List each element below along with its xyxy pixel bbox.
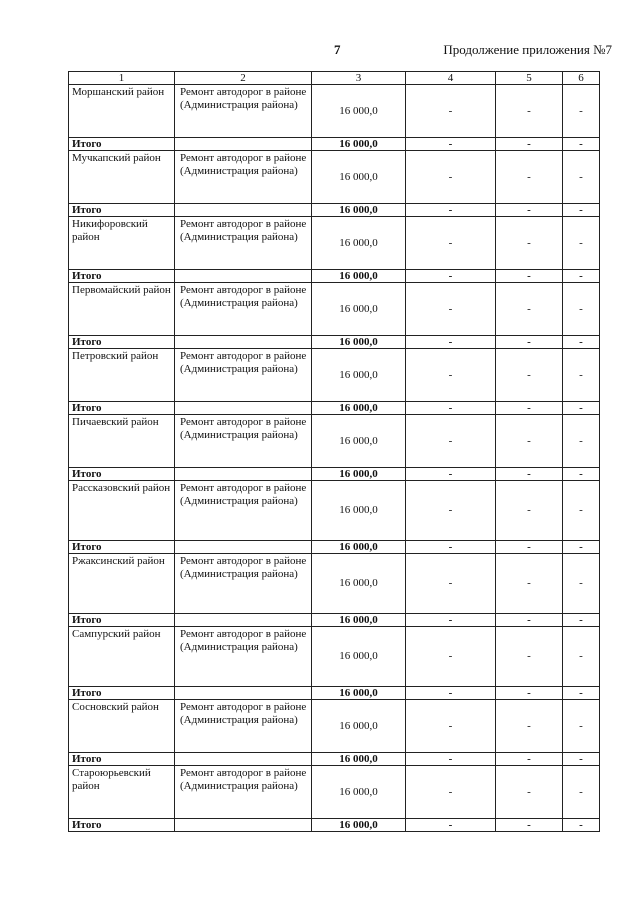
table-row xyxy=(69,85,600,138)
district-cell: Мучкапский район xyxy=(69,151,175,204)
total-empty-cell xyxy=(175,204,312,217)
total-row xyxy=(69,336,600,349)
total-amount: 16 000,0 xyxy=(312,614,406,627)
total-row xyxy=(69,270,600,283)
col5-cell: - xyxy=(496,766,563,819)
column-header: 5 xyxy=(496,72,563,85)
col5-cell: - xyxy=(496,415,563,468)
total-col6: - xyxy=(563,614,600,627)
total-amount: 16 000,0 xyxy=(312,204,406,217)
total-row xyxy=(69,468,600,481)
work-description-cell: Ремонт автодорог в районе (Администрация района) xyxy=(175,481,312,541)
total-label: Итого xyxy=(69,138,175,151)
total-empty-cell xyxy=(175,687,312,700)
col6-cell: - xyxy=(563,415,600,468)
col5-cell: - xyxy=(496,85,563,138)
table-row xyxy=(69,349,600,402)
total-col4: - xyxy=(406,541,496,554)
total-col5: - xyxy=(496,819,563,832)
total-col6: - xyxy=(563,541,600,554)
amount-cell: 16 000,0 xyxy=(312,700,406,753)
total-col6: - xyxy=(563,468,600,481)
col6-cell: - xyxy=(563,700,600,753)
column-header: 2 xyxy=(175,72,312,85)
total-amount: 16 000,0 xyxy=(312,138,406,151)
total-col6: - xyxy=(563,138,600,151)
amount-cell: 16 000,0 xyxy=(312,554,406,614)
total-empty-cell xyxy=(175,336,312,349)
col5-cell: - xyxy=(496,349,563,402)
page-number: 7 xyxy=(334,42,341,57)
col5-cell: - xyxy=(496,700,563,753)
total-col5: - xyxy=(496,402,563,415)
total-amount: 16 000,0 xyxy=(312,336,406,349)
total-col4: - xyxy=(406,138,496,151)
col6-cell: - xyxy=(563,554,600,614)
total-empty-cell xyxy=(175,468,312,481)
total-amount: 16 000,0 xyxy=(312,541,406,554)
col4-cell: - xyxy=(406,283,496,336)
total-col4: - xyxy=(406,614,496,627)
appendix-table xyxy=(68,71,600,832)
table-body xyxy=(69,72,600,832)
total-label: Итого xyxy=(69,204,175,217)
total-row xyxy=(69,204,600,217)
total-label: Итого xyxy=(69,687,175,700)
amount-cell: 16 000,0 xyxy=(312,283,406,336)
district-cell: Пичаевский район xyxy=(69,415,175,468)
column-header: 4 xyxy=(406,72,496,85)
total-col4: - xyxy=(406,336,496,349)
district-cell: Сосновский район xyxy=(69,700,175,753)
total-label: Итого xyxy=(69,614,175,627)
total-row xyxy=(69,614,600,627)
total-col6: - xyxy=(563,819,600,832)
total-col4: - xyxy=(406,687,496,700)
total-row xyxy=(69,541,600,554)
work-description-cell: Ремонт автодорог в районе (Администрация района) xyxy=(175,217,312,270)
total-col6: - xyxy=(563,402,600,415)
amount-cell: 16 000,0 xyxy=(312,627,406,687)
col4-cell: - xyxy=(406,349,496,402)
col4-cell: - xyxy=(406,415,496,468)
amount-cell: 16 000,0 xyxy=(312,481,406,541)
total-row xyxy=(69,402,600,415)
col5-cell: - xyxy=(496,283,563,336)
col4-cell: - xyxy=(406,85,496,138)
col4-cell: - xyxy=(406,217,496,270)
work-description-cell: Ремонт автодорог в районе (Администрация района) xyxy=(175,700,312,753)
table-row xyxy=(69,217,600,270)
total-col5: - xyxy=(496,336,563,349)
total-row xyxy=(69,687,600,700)
table-row xyxy=(69,554,600,614)
column-header: 3 xyxy=(312,72,406,85)
col6-cell: - xyxy=(563,151,600,204)
total-amount: 16 000,0 xyxy=(312,819,406,832)
total-col6: - xyxy=(563,753,600,766)
total-amount: 16 000,0 xyxy=(312,753,406,766)
total-col5: - xyxy=(496,138,563,151)
total-amount: 16 000,0 xyxy=(312,468,406,481)
col4-cell: - xyxy=(406,766,496,819)
column-header: 1 xyxy=(69,72,175,85)
total-label: Итого xyxy=(69,468,175,481)
total-empty-cell xyxy=(175,614,312,627)
total-col6: - xyxy=(563,204,600,217)
total-col5: - xyxy=(496,204,563,217)
col5-cell: - xyxy=(496,151,563,204)
col5-cell: - xyxy=(496,554,563,614)
col6-cell: - xyxy=(563,283,600,336)
total-col5: - xyxy=(496,614,563,627)
amount-cell: 16 000,0 xyxy=(312,415,406,468)
col5-cell: - xyxy=(496,217,563,270)
work-description-cell: Ремонт автодорог в районе (Администрация района) xyxy=(175,627,312,687)
total-col5: - xyxy=(496,270,563,283)
district-cell: Петровский район xyxy=(69,349,175,402)
district-cell: Никифоровский район xyxy=(69,217,175,270)
total-col6: - xyxy=(563,336,600,349)
col4-cell: - xyxy=(406,700,496,753)
amount-cell: 16 000,0 xyxy=(312,349,406,402)
district-cell: Первомайский район xyxy=(69,283,175,336)
district-cell: Рассказовский район xyxy=(69,481,175,541)
table-row xyxy=(69,766,600,819)
col4-cell: - xyxy=(406,627,496,687)
total-label: Итого xyxy=(69,270,175,283)
total-col4: - xyxy=(406,270,496,283)
work-description-cell: Ремонт автодорог в районе (Администрация района) xyxy=(175,415,312,468)
total-label: Итого xyxy=(69,336,175,349)
col6-cell: - xyxy=(563,481,600,541)
col4-cell: - xyxy=(406,151,496,204)
amount-cell: 16 000,0 xyxy=(312,85,406,138)
total-col6: - xyxy=(563,270,600,283)
total-col5: - xyxy=(496,541,563,554)
total-empty-cell xyxy=(175,270,312,283)
col5-cell: - xyxy=(496,627,563,687)
col4-cell: - xyxy=(406,481,496,541)
total-col4: - xyxy=(406,819,496,832)
table-row xyxy=(69,151,600,204)
district-cell: Сампурский район xyxy=(69,627,175,687)
work-description-cell: Ремонт автодорог в районе (Администрация района) xyxy=(175,283,312,336)
total-label: Итого xyxy=(69,402,175,415)
amount-cell: 16 000,0 xyxy=(312,217,406,270)
total-amount: 16 000,0 xyxy=(312,270,406,283)
total-col4: - xyxy=(406,753,496,766)
total-row xyxy=(69,753,600,766)
total-label: Итого xyxy=(69,753,175,766)
district-cell: Ржаксинский район xyxy=(69,554,175,614)
amount-cell: 16 000,0 xyxy=(312,766,406,819)
total-col4: - xyxy=(406,468,496,481)
table-row xyxy=(69,481,600,541)
work-description-cell: Ремонт автодорог в районе (Администрация района) xyxy=(175,349,312,402)
col6-cell: - xyxy=(563,217,600,270)
table-row xyxy=(69,627,600,687)
total-label: Итого xyxy=(69,541,175,554)
col6-cell: - xyxy=(563,85,600,138)
total-col6: - xyxy=(563,687,600,700)
amount-cell: 16 000,0 xyxy=(312,151,406,204)
table-row xyxy=(69,700,600,753)
work-description-cell: Ремонт автодорог в районе (Администрация района) xyxy=(175,766,312,819)
continuation-title: Продолжение приложения №7 xyxy=(443,42,612,57)
total-amount: 16 000,0 xyxy=(312,687,406,700)
total-label: Итого xyxy=(69,819,175,832)
col4-cell: - xyxy=(406,554,496,614)
total-col5: - xyxy=(496,753,563,766)
total-row xyxy=(69,138,600,151)
total-amount: 16 000,0 xyxy=(312,402,406,415)
table-row xyxy=(69,415,600,468)
total-col4: - xyxy=(406,204,496,217)
col6-cell: - xyxy=(563,766,600,819)
total-col5: - xyxy=(496,687,563,700)
total-col5: - xyxy=(496,468,563,481)
table-row xyxy=(69,283,600,336)
total-row xyxy=(69,819,600,832)
col5-cell: - xyxy=(496,481,563,541)
work-description-cell: Ремонт автодорог в районе (Администрация района) xyxy=(175,554,312,614)
total-empty-cell xyxy=(175,753,312,766)
col6-cell: - xyxy=(563,627,600,687)
col6-cell: - xyxy=(563,349,600,402)
work-description-cell: Ремонт автодорог в районе (Администрация района) xyxy=(175,85,312,138)
total-empty-cell xyxy=(175,541,312,554)
total-col4: - xyxy=(406,402,496,415)
work-description-cell: Ремонт автодорог в районе (Администрация района) xyxy=(175,151,312,204)
column-header-row xyxy=(69,72,600,85)
total-empty-cell xyxy=(175,819,312,832)
column-header: 6 xyxy=(563,72,600,85)
district-cell: Моршанский район xyxy=(69,85,175,138)
total-empty-cell xyxy=(175,402,312,415)
total-empty-cell xyxy=(175,138,312,151)
district-cell: Староюрьевский район xyxy=(69,766,175,819)
